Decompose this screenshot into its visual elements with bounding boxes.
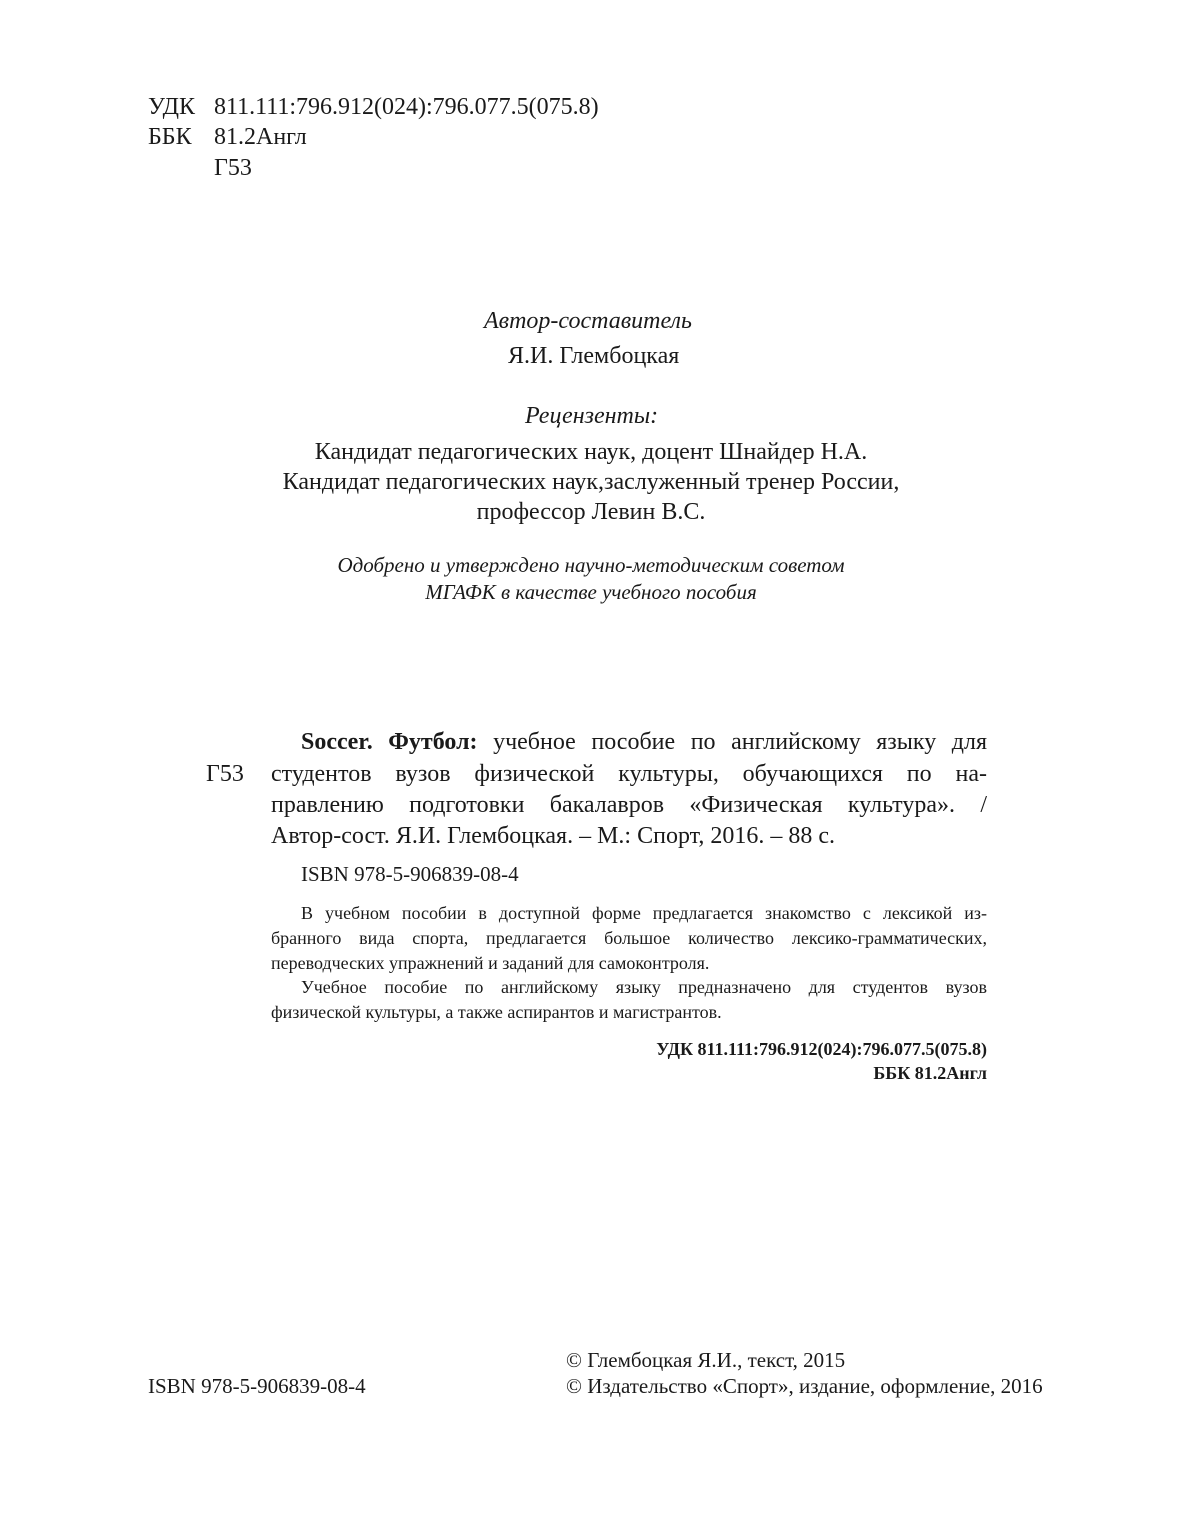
reviewer-line: профессор Левин В.С.	[476, 499, 706, 525]
catalog-isbn: ISBN 978-5-906839-08-4	[301, 862, 519, 886]
author-name: Я.И. Глембоцкая	[508, 343, 680, 369]
reviewers-heading: Рецензенты:	[525, 403, 659, 429]
approval-line: Одобрено и утверждено научно-методическим советом	[337, 553, 845, 577]
abstract-line: переводческих упражнений и заданий для самоконтроля.	[271, 953, 710, 973]
catalog-line: правлению подготовки бакалавров «Физическая культура». /	[271, 792, 987, 818]
catalog-title-rest: учебное пособие по английскому языку для	[477, 729, 987, 755]
approval-line: МГАФК в качестве учебного пособия	[425, 580, 757, 604]
footer-isbn: ISBN 978-5-906839-08-4	[148, 1374, 366, 1398]
bbk-value: 81.2Англ	[214, 124, 307, 150]
catalog-udk: УДК 811.111:796.912(024):796.077.5(075.8)	[656, 1039, 987, 1059]
bbk-label: ББК	[148, 124, 192, 150]
author-role: Автор-составитель	[484, 308, 692, 334]
udk-value: 811.111:796.912(024):796.077.5(075.8)	[214, 94, 599, 120]
reviewer-line: Кандидат педагогических наук,заслуженный тренер России,	[282, 469, 900, 495]
abstract-line: бранного вида спорта, предлагается большое количество лексико-грамматических,	[271, 928, 987, 948]
catalog-line: Автор-сост. Я.И. Глембоцкая. – М.: Спорт, 2016. – 88 с.	[271, 823, 835, 849]
udk-label: УДК	[148, 94, 195, 120]
catalog-bbk: ББК 81.2Англ	[873, 1063, 987, 1083]
catalog-title-bold: Soccer. Футбол:	[301, 729, 478, 755]
abstract-line: В учебном пособии в доступной форме предлагается знакомство с лексикой из-	[301, 903, 987, 923]
author-mark: Г53	[214, 155, 252, 181]
abstract-line: Учебное пособие по английскому языку предназначено для студентов вузов	[301, 977, 987, 997]
catalog-author-mark: Г53	[206, 761, 244, 787]
catalog-line: студентов вузов физической культуры, обучающихся по на-	[271, 761, 987, 787]
copyright-line: © Глембоцкая Я.И., текст, 2015	[566, 1348, 846, 1372]
catalog-title-line	[301, 727, 987, 758]
copyright-line: © Издательство «Спорт», издание, оформление, 2016	[566, 1374, 1043, 1398]
abstract-line: физической культуры, а также аспирантов и магистрантов.	[271, 1002, 722, 1022]
reviewer-line: Кандидат педагогических наук, доцент Шнайдер Н.А.	[314, 439, 868, 465]
